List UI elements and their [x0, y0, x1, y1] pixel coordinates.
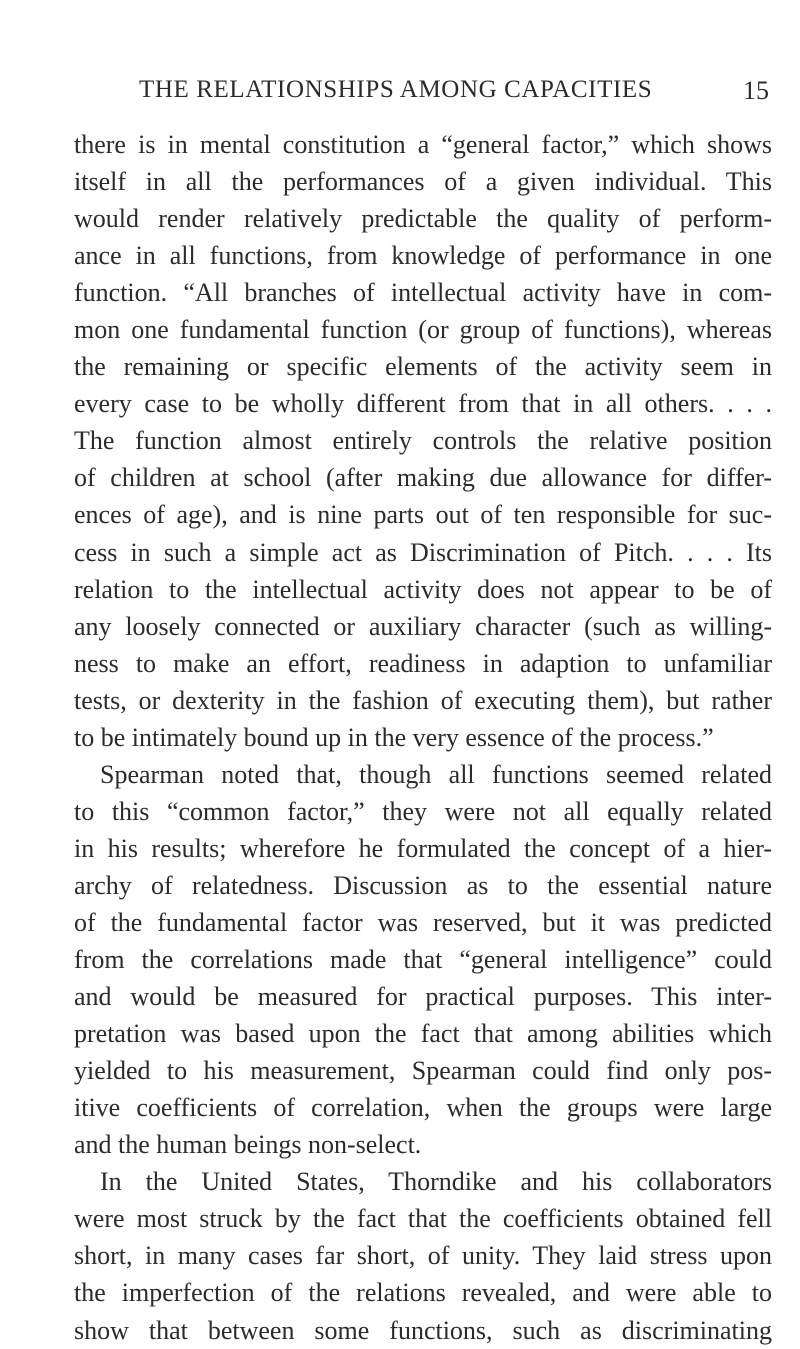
text-line: of children at school (after making due allowance for differ- — [74, 463, 772, 493]
paragraph-start-line: Spearman noted that, though all functions seemed related — [100, 759, 772, 789]
text-line: there is in mental constitution a “general factor,” which shows — [74, 130, 772, 159]
text-line: to this “common factor,” they were not all equally related — [74, 796, 772, 826]
page-number: 15 — [743, 76, 769, 105]
text-line: ance in all functions, from knowledge of performance in one — [74, 241, 772, 271]
paragraph-start-line: In the United States, Thorndike and his collaborators — [100, 1167, 772, 1197]
body-text — [74, 126, 772, 1349]
text-line: every case to be wholly different from that in all others. . . . — [74, 389, 772, 419]
text-line: function. “All branches of intellectual activity have in com- — [74, 278, 772, 308]
text-line: itive coefficients of correlation, when the groups were large — [74, 1093, 772, 1123]
text-line: the remaining or specific elements of the activity seem in — [74, 352, 772, 382]
text-line: archy of relatedness. Discussion as to the essential nature — [74, 870, 772, 900]
text-line: the imperfection of the relations revealed, and were able to — [74, 1278, 772, 1308]
text-line: cess in such a simple act as Discrimination of Pitch. . . . Its — [74, 537, 772, 567]
running-title: THE RELATIONSHIPS AMONG CAPACITIES — [139, 76, 653, 103]
text-line: were most struck by the fact that the coefficients obtained fell — [74, 1204, 772, 1234]
text-line: The function almost entirely controls the relative position — [74, 426, 772, 456]
text-line: and would be measured for practical purposes. This inter- — [74, 982, 772, 1012]
text-line: in his results; wherefore he formulated the concept of a hier- — [74, 833, 772, 863]
text-line: of the fundamental factor was reserved, but it was predicted — [74, 907, 772, 937]
text-line: relation to the intellectual activity does not appear to be of — [74, 574, 772, 604]
text-line: ences of age), and is nine parts out of ten responsible for suc- — [74, 500, 772, 530]
text-line: and the human beings non-select. — [74, 1130, 422, 1160]
text-line: tests, or dexterity in the fashion of executing them), but rather — [74, 685, 772, 715]
text-line: pretation was based upon the fact that among abilities which — [74, 1019, 772, 1049]
page-header — [139, 76, 769, 116]
text-line: show that between some functions, such as discriminating — [74, 1315, 772, 1345]
text-line: would render relatively predictable the quality of perform- — [74, 204, 772, 234]
text-line: to be intimately bound up in the very essence of the process.” — [74, 722, 714, 752]
text-line: any loosely connected or auxiliary character (such as willing- — [74, 611, 772, 641]
text-line: from the correlations made that “general intelligence” could — [74, 945, 772, 975]
text-line: mon one fundamental function (or group of functions), whereas — [74, 315, 772, 345]
text-line: yielded to his measurement, Spearman could find only pos- — [74, 1056, 772, 1086]
text-line: itself in all the performances of a given individual. This — [74, 167, 772, 197]
text-line: short, in many cases far short, of unity. They laid stress upon — [74, 1241, 772, 1271]
text-line: ness to make an effort, readiness in adaption to unfamiliar — [74, 648, 772, 678]
